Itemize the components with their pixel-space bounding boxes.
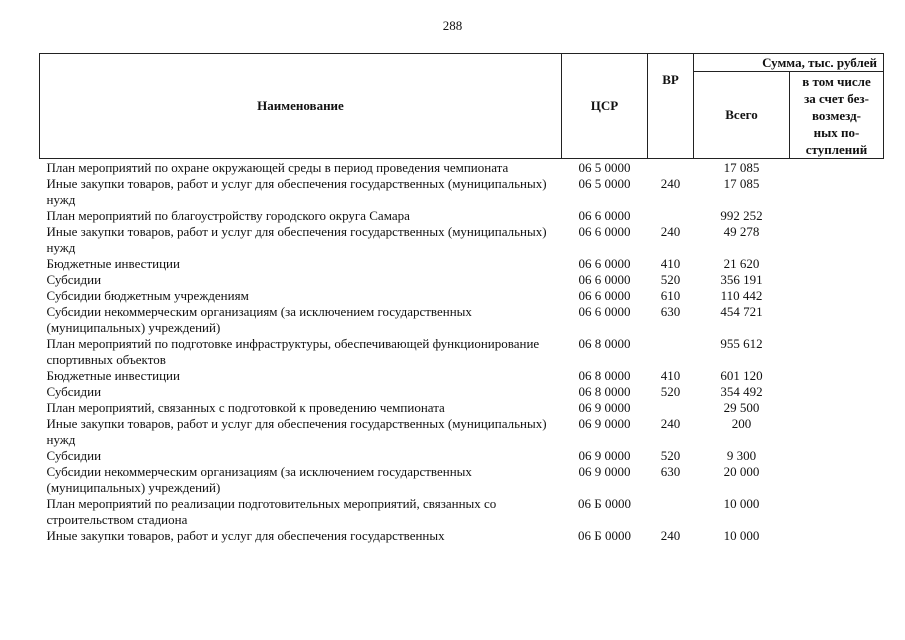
row-csr: 06 5 0000 [578,176,631,191]
row-vr: 520 [660,448,681,463]
table-header [40,54,884,159]
row-total: 356 191 [720,272,763,287]
row-total: 601 120 [720,368,763,383]
row-free-receipts [790,256,884,272]
row-name: Субсидии бюджетным учреждениям [46,288,249,303]
row-name: План мероприятий по благоустройству городского округа Самара [46,208,410,223]
row-vr: 630 [660,304,681,319]
table-row [40,288,884,304]
row-free-receipts [790,176,884,208]
row-free-receipts [790,272,884,288]
table-row [40,336,884,368]
row-total: 955 612 [720,336,763,351]
row-total: 9 300 [726,448,757,463]
row-csr: 06 Б 0000 [578,528,631,543]
row-vr [648,496,694,528]
row-total: 200 [731,416,752,431]
row-free-receipts [790,384,884,400]
row-csr: 06 8 0000 [578,368,631,383]
table-row [40,400,884,416]
row-name: План мероприятий, связанных с подготовкой к проведению чемпионата [46,400,445,415]
table-row [40,416,884,448]
row-free-receipts [790,336,884,368]
row-total: 17 085 [723,160,760,175]
row-csr: 06 6 0000 [578,256,631,271]
row-free-receipts [790,416,884,448]
row-csr: 06 Б 0000 [578,496,631,511]
header-free-line: ступлений [805,141,868,157]
header-free-line: ных по- [813,124,860,140]
row-csr: 06 6 0000 [578,224,631,239]
row-csr: 06 6 0000 [578,208,631,223]
row-total: 21 620 [723,256,760,271]
row-name: Субсидии некоммерческим организациям (за исключением государственных (муниципальных) учреждений) [46,464,472,495]
row-free-receipts [790,159,884,177]
row-total: 29 500 [723,400,760,415]
row-name: Иные закупки товаров, работ и услуг для обеспечения государственных (муниципальных) нужд [46,416,547,447]
row-free-receipts [790,208,884,224]
row-name: Иные закупки товаров, работ и услуг для обеспечения государственных [46,528,445,543]
table-row [40,496,884,528]
row-name: Бюджетные инвестиции [46,368,180,383]
budget-table [39,53,884,544]
row-csr: 06 8 0000 [578,336,631,351]
header-name: Наименование [40,54,562,159]
row-vr: 630 [660,464,681,479]
table-body [40,159,884,545]
row-free-receipts [790,224,884,256]
row-name: Субсидии [46,448,102,463]
row-csr: 06 6 0000 [578,304,631,319]
row-total: 49 278 [723,224,760,239]
header-sum-group: Сумма, тыс. рублей [694,54,884,72]
row-vr [648,336,694,368]
table-row [40,384,884,400]
table-row [40,256,884,272]
table-row [40,368,884,384]
row-name: Субсидии некоммерческим организациям (за исключением государственных (муниципальных) учреждений) [46,304,472,335]
table-row [40,159,884,177]
row-free-receipts [790,288,884,304]
row-vr: 520 [660,384,681,399]
row-vr: 240 [660,416,681,431]
row-free-receipts [790,400,884,416]
row-free-receipts [790,464,884,496]
row-csr: 06 9 0000 [578,416,631,431]
row-vr: 610 [660,288,681,303]
header-free-line: в том числе [802,73,871,89]
row-free-receipts [790,528,884,544]
row-name: Субсидии [46,272,102,287]
table-row [40,304,884,336]
row-name: Иные закупки товаров, работ и услуг для обеспечения государственных (муниципальных) нужд [46,176,547,207]
row-name: Бюджетные инвестиции [46,256,180,271]
row-csr: 06 6 0000 [578,288,631,303]
row-vr: 240 [660,224,681,239]
row-name: План мероприятий по охране окружающей среды в период проведения чемпионата [46,160,509,175]
row-free-receipts [790,496,884,528]
row-csr: 06 8 0000 [578,384,631,399]
row-total: 10 000 [723,496,760,511]
row-total: 454 721 [720,304,763,319]
row-name: Субсидии [46,384,102,399]
row-vr: 410 [660,368,681,383]
table-row [40,208,884,224]
row-total: 17 085 [723,176,760,191]
row-total: 20 000 [723,464,760,479]
row-total: 10 000 [723,528,760,543]
row-vr [648,208,694,224]
table-row [40,272,884,288]
row-vr: 520 [660,272,681,287]
row-csr: 06 6 0000 [578,272,631,287]
header-free-receipts [790,72,884,159]
row-vr [648,159,694,177]
row-free-receipts [790,448,884,464]
row-vr [648,400,694,416]
header-csr: ЦСР [562,54,648,159]
row-total: 354 492 [720,384,763,399]
header-free-line: возмезд- [812,107,861,123]
table-row [40,448,884,464]
row-name: План мероприятий по подготовке инфраструктуры, обеспечивающей функционирование спортивных объектов [46,336,540,367]
row-name: План мероприятий по реализации подготовительных мероприятий, связанных со строительством стадиона [46,496,497,527]
table-row [40,464,884,496]
row-free-receipts [790,368,884,384]
table-row [40,528,884,544]
table-row [40,224,884,256]
row-vr: 240 [660,528,681,543]
row-vr: 240 [660,176,681,191]
row-csr: 06 9 0000 [578,464,631,479]
table-row [40,176,884,208]
page-number: 288 [442,18,463,33]
row-name: Иные закупки товаров, работ и услуг для обеспечения государственных (муниципальных) нужд [46,224,547,255]
row-csr: 06 9 0000 [578,400,631,415]
row-total: 110 442 [720,288,763,303]
row-csr: 06 9 0000 [578,448,631,463]
row-total: 992 252 [720,208,763,223]
header-vr: ВР [648,54,694,159]
row-vr: 410 [660,256,681,271]
header-free-line: за счет без- [804,90,869,106]
header-total: Всего [694,72,790,159]
row-free-receipts [790,304,884,336]
row-csr: 06 5 0000 [578,160,631,175]
